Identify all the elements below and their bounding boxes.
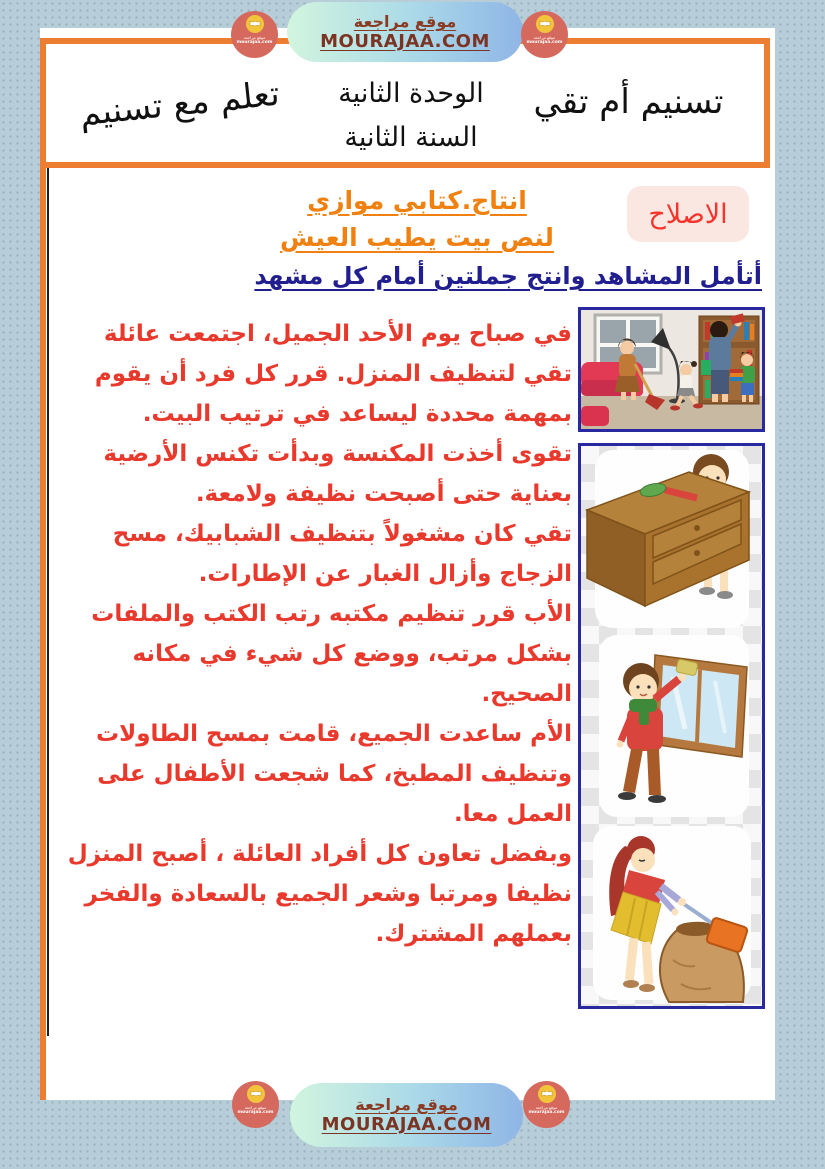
logo-caption-url: mourajaa.com	[236, 40, 273, 45]
story-paragraph: تقوى أخذت المكنسة وبدأت تكنس الأرضية بعناية حتى أصبحت نظيفة ولامعة.	[103, 441, 572, 507]
story-paragraph: تقي كان مشغولاً بتنظيف الشبابيك، مسح الزجاج وأزال الغبار عن الإطارات.	[112, 521, 572, 587]
year-title: السنة الثانية	[344, 122, 478, 153]
open-book-icon	[538, 1085, 556, 1103]
boy-dusting-dresser-illustration	[581, 446, 762, 632]
logo-caption-url: mourajaa.com	[526, 40, 563, 45]
title-line-2: لنص بيت يطيب العيش	[280, 223, 554, 252]
story-paragraph: في صباح يوم الأحد الجميل، اجتمعت عائلة تقي لتنظيف المنزل. قرر كل فرد أن يقوم بمهمة محددة ليساعد في ترتيب البيت.	[94, 321, 572, 427]
mourajaa-logo-top-right	[521, 11, 568, 58]
logo-caption-url: mourajaa.com	[528, 1110, 565, 1115]
title-block	[272, 182, 562, 256]
logo-caption-arabic: موقع مراجعة	[535, 1105, 558, 1110]
content-left-rule	[47, 168, 49, 1036]
open-book-icon	[246, 15, 264, 33]
site-name-arabic: موقع مراجعة	[353, 12, 457, 31]
left-orange-border	[40, 168, 46, 1100]
unit-title: الوحدة الثانية	[338, 78, 484, 109]
girl-collecting-trash-illustration	[581, 820, 762, 1006]
mourajaa-logo-bottom-right	[523, 1081, 570, 1128]
open-book-icon	[536, 15, 554, 33]
boy-cleaning-window-illustration	[581, 633, 762, 819]
title-line-1: انتاج.كتابي موازي	[307, 186, 527, 215]
scene-boy-dusting-dresser	[581, 446, 762, 632]
open-book-icon	[247, 1085, 265, 1103]
site-url: MOURAJAA.COM	[320, 31, 490, 52]
logo-caption-arabic: موقع مراجعة	[243, 35, 266, 40]
instruction-line: أتأمل المشاهد وانتج جملتين أمام كل مشهد	[254, 262, 762, 290]
story-paragraph: الأب قرر تنظيم مكتبه رتب الكتب والملفات بشكل مرتب، ووضع كل شيء في مكانه الصحيح.	[91, 601, 572, 707]
scene-boy-cleaning-window	[581, 633, 762, 819]
site-link-pill-top[interactable]	[287, 2, 523, 62]
logo-caption-url: mourajaa.com	[237, 1110, 274, 1115]
site-name-arabic: موقع مراجعة	[355, 1095, 458, 1114]
story-text	[55, 314, 572, 954]
site-url: MOURAJAA.COM	[321, 1114, 492, 1135]
correction-badge: الاصلاح	[627, 186, 749, 242]
illustration-frame-chores	[578, 443, 765, 1009]
student-name: تسنيم أم تقي	[533, 82, 724, 122]
logo-caption-arabic: موقع مراجعة	[244, 1105, 267, 1110]
mourajaa-logo-top-left	[231, 11, 278, 58]
motto-text: تعلم مع تسنيم	[77, 73, 282, 135]
mourajaa-logo-bottom-left	[232, 1081, 279, 1128]
story-paragraph: وبفضل تعاون كل أفراد العائلة ، أصبح المنزل نظيفا ومرتبا وشعر الجميع بالسعادة والفخر بعملهم المشترك.	[67, 841, 572, 947]
unit-year-block	[301, 72, 521, 160]
scene-girl-with-sack	[581, 820, 762, 1006]
family-cleaning-illustration	[581, 310, 762, 429]
logo-caption-arabic: موقع مراجعة	[533, 35, 556, 40]
site-link-pill-bottom[interactable]	[290, 1083, 523, 1147]
illustration-frame-living-room	[578, 307, 765, 432]
worksheet-page	[40, 28, 775, 1100]
story-paragraph: الأم ساعدت الجميع، قامت بمسح الطاولات وتنظيف المطبخ، كما شجعت الأطفال على العمل معا.	[95, 721, 572, 827]
